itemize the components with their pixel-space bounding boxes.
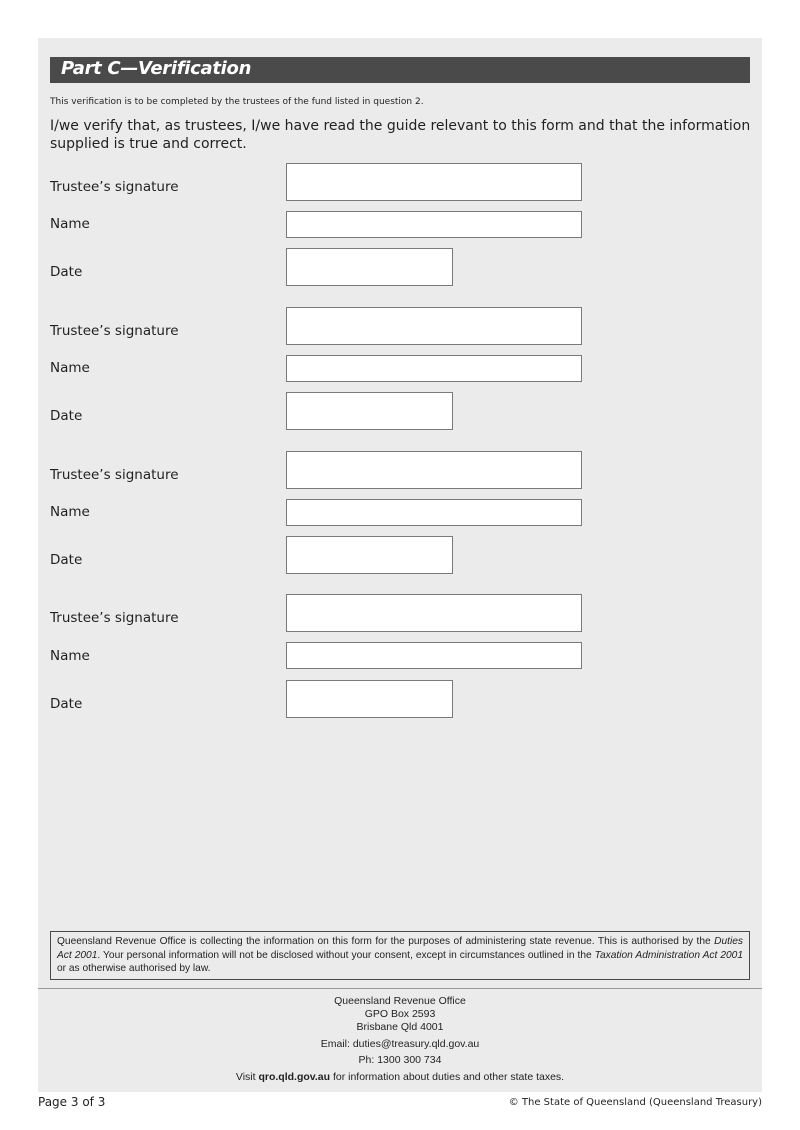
trustee-4-name-field[interactable] (286, 642, 582, 669)
footer-divider (38, 988, 762, 989)
trustee-4-date-label: Date (50, 696, 83, 712)
trustee-1-name-field[interactable] (286, 211, 582, 238)
trustee-2-signature-label: Trustee’s signature (50, 323, 179, 339)
section-header (50, 57, 750, 83)
trustee-4-date-field[interactable] (286, 680, 453, 718)
visit-prefix: Visit (235, 1071, 259, 1083)
website-link[interactable]: qro.qld.gov.au (258, 1071, 331, 1083)
contact-po-box: GPO Box 2593 (364, 1008, 436, 1020)
privacy-text-2: . Your personal information will not be disclosed without your consent, except in circumstances outlined in the (97, 949, 595, 961)
section-title: Part C—Verification (61, 58, 252, 79)
trustee-1-signature-field[interactable] (286, 163, 582, 201)
privacy-act-2: Taxation Administration Act 2001 (594, 949, 743, 961)
privacy-notice (50, 931, 750, 980)
page-number: Page 3 of 3 (38, 1095, 106, 1109)
trustee-1-date-label: Date (50, 264, 83, 280)
trustee-4-signature-label: Trustee’s signature (50, 610, 179, 626)
trustee-1-signature-label: Trustee’s signature (50, 179, 179, 195)
trustee-2-name-field[interactable] (286, 355, 582, 382)
trustee-3-date-field[interactable] (286, 536, 453, 574)
contact-city: Brisbane Qld 4001 (356, 1021, 444, 1033)
trustee-1-name-label: Name (50, 216, 90, 232)
trustee-2-date-label: Date (50, 408, 83, 424)
trustee-2-date-field[interactable] (286, 392, 453, 430)
privacy-text-1: Queensland Revenue Office is collecting the information on this form for the purposes of administering state revenue. This is authorised by the (57, 936, 715, 947)
copyright-notice: © The State of Queensland (Queensland Treasury) (508, 1097, 762, 1108)
contact-visit (38, 1071, 762, 1083)
form-panel (38, 38, 762, 1092)
trustee-2-name-label: Name (50, 360, 90, 376)
trustee-4-signature-field[interactable] (286, 594, 582, 632)
trustee-2-signature-field[interactable] (286, 307, 582, 345)
contact-email: Email: duties@treasury.qld.gov.au (320, 1038, 480, 1050)
visit-suffix: for information about duties and other state taxes. (330, 1071, 565, 1083)
trustee-4-name-label: Name (50, 648, 90, 664)
contact-org: Queensland Revenue Office (334, 995, 466, 1007)
privacy-act-1: Duties Act 2001 (57, 936, 743, 961)
trustee-3-name-label: Name (50, 504, 90, 520)
privacy-text-3: or as otherwise authorised by law. (57, 963, 211, 974)
verification-instruction: This verification is to be completed by the trustees of the fund listed in question 2. (50, 97, 424, 107)
contact-phone: Ph: 1300 300 734 (358, 1054, 442, 1066)
trustee-1-date-field[interactable] (286, 248, 453, 286)
trustee-3-name-field[interactable] (286, 499, 582, 526)
trustee-3-signature-field[interactable] (286, 451, 582, 489)
verification-statement: I/we verify that, as trustees, I/we have read the guide relevant to this form and that the information supplied is true and correct. (50, 118, 751, 152)
trustee-3-signature-label: Trustee’s signature (50, 467, 179, 483)
trustee-3-date-label: Date (50, 552, 83, 568)
